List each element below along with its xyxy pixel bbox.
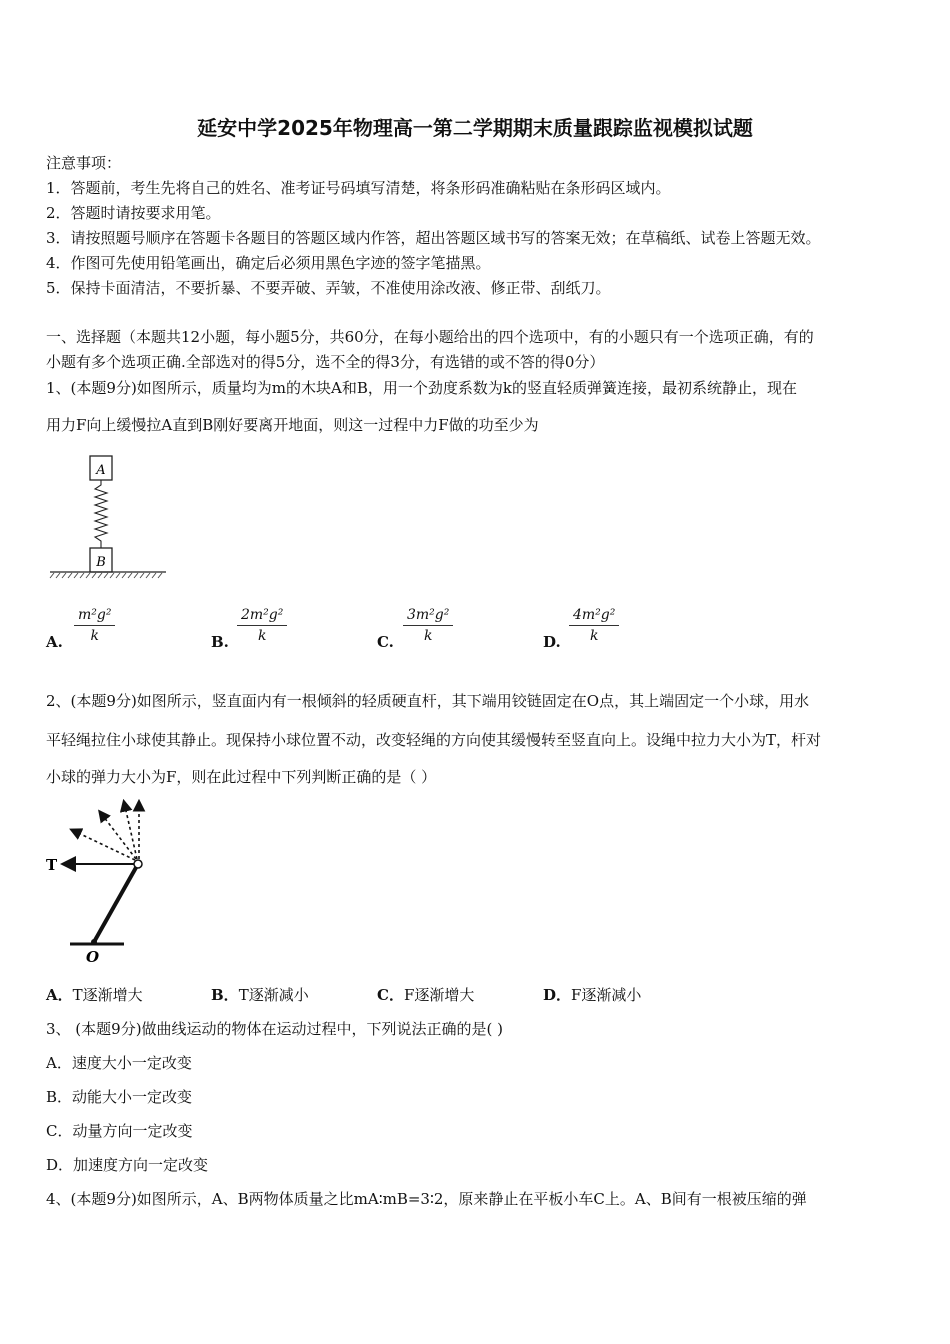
- block-a-label: A: [96, 463, 106, 478]
- hinge: [91, 939, 97, 945]
- notice-heading: 注意事项：: [46, 154, 122, 172]
- hinge-label: O: [86, 948, 100, 966]
- q3-option-b: B．动能大小一定改变: [46, 1088, 193, 1106]
- q1-stem-cont: 用力F向上缓慢拉A直到B刚好要离开地面，则这一过程中力F做的功至少为: [46, 416, 539, 434]
- notice-item: 1．答题前，考生先将自己的姓名、准考证号码填写清楚，将条形码准确粘贴在条形码区域内。: [46, 179, 671, 197]
- q2-rod-figure: [42, 796, 162, 966]
- q1-option-d-label: D.: [543, 633, 561, 651]
- q1-option-d-denominator: k: [589, 628, 599, 644]
- q1-option-c-numerator: 3m²g²: [403, 607, 453, 626]
- page-title: 延安中学2025年物理高一第二学期期末质量跟踪监视模拟试题: [197, 116, 753, 140]
- q1-option-b-label: B.: [211, 633, 229, 651]
- q1-option-b-denominator: k: [257, 628, 267, 644]
- q1-option-b-numerator: 2m²g²: [237, 607, 287, 626]
- q1-stem: 1、(本题9分)如图所示，质量均为m的木块A和B，用一个劲度系数为k的竖直轻质弹簧连接，最初系统静止，现在: [46, 379, 797, 397]
- ground-hatch: [50, 573, 162, 578]
- tension-label: T: [46, 856, 58, 874]
- q1-option-c-label: C.: [377, 633, 394, 651]
- q1-option-a-label: A.: [46, 633, 63, 651]
- q1-option-a-numerator: m²g²: [74, 607, 115, 626]
- q2-option-c: C．F逐渐增大: [377, 986, 475, 1004]
- section-heading-cont: 小题有多个选项正确.全部选对的得5分，选不全的得3分，有选错的或不答的得0分）: [46, 353, 605, 371]
- q3-stem: 3、 (本题9分)做曲线运动的物体在运动过程中，下列说法正确的是( ): [46, 1020, 504, 1038]
- q2-option-b: B．T逐渐减小: [211, 986, 309, 1004]
- q1-option-d-fraction: [569, 607, 619, 644]
- q4-stem: 4、(本题9分)如图所示，A、B两物体质量之比mA∶mB=3∶2，原来静止在平板小车C上。A、B间有一根被压缩的弹: [46, 1190, 807, 1208]
- notice-item: 4．作图可先使用铅笔画出，确定后必须用黑色字迹的签字笔描黑。: [46, 254, 491, 272]
- q1-option-c-fraction: [403, 607, 453, 644]
- q3-option-d: D．加速度方向一定改变: [46, 1156, 209, 1174]
- q1-option-d-numerator: 4m²g²: [569, 607, 619, 626]
- q2-stem: 2、(本题9分)如图所示，竖直面内有一根倾斜的轻质硬直杆，其下端用铰链固定在O点，其上端固定一个小球，用水: [46, 692, 810, 710]
- notice-item: 2．答题时请按要求用笔。: [46, 204, 221, 222]
- notice-item: 5．保持卡面清洁，不要折暴、不要弄破、弄皱，不准使用涂改液、修正带、刮纸刀。: [46, 279, 611, 297]
- q1-spring-figure: [46, 452, 171, 582]
- rope-direction-dashed: [72, 830, 135, 860]
- rod: [94, 864, 138, 942]
- q1-option-c-denominator: k: [423, 628, 433, 644]
- q3-option-a: A．速度大小一定改变: [46, 1054, 192, 1072]
- q1-option-a-denominator: k: [90, 628, 99, 644]
- notice-item: 3．请按照题号顺序在答题卡各题目的答题区域内作答，超出答题区域书写的答案无效；在草稿纸、试卷上答题无效。: [46, 229, 821, 247]
- q1-option-a-fraction: [74, 607, 115, 644]
- q2-option-d: D．F逐渐减小: [543, 986, 642, 1004]
- rope-direction-dashed: [124, 802, 137, 859]
- section-heading: 一、选择题（本题共12小题，每小题5分，共60分，在每小题给出的四个选项中，有的小题只有一个选项正确，有的: [46, 328, 814, 346]
- block-b-label: B: [96, 555, 106, 570]
- ball: [134, 860, 142, 868]
- q2-stem-cont: 平轻绳拉住小球使其静止。现保持小球位置不动，改变轻绳的方向使其缓慢转至竖直向上。设绳中拉力大小为T，杆对: [46, 731, 822, 749]
- q2-stem-cont: 小球的弹力大小为F，则在此过程中下列判断正确的是（ ）: [46, 768, 437, 786]
- q2-option-a: A．T逐渐增大: [46, 986, 143, 1004]
- q1-option-b-fraction: [237, 607, 287, 644]
- spring: [95, 480, 107, 548]
- q3-option-c: C．动量方向一定改变: [46, 1122, 193, 1140]
